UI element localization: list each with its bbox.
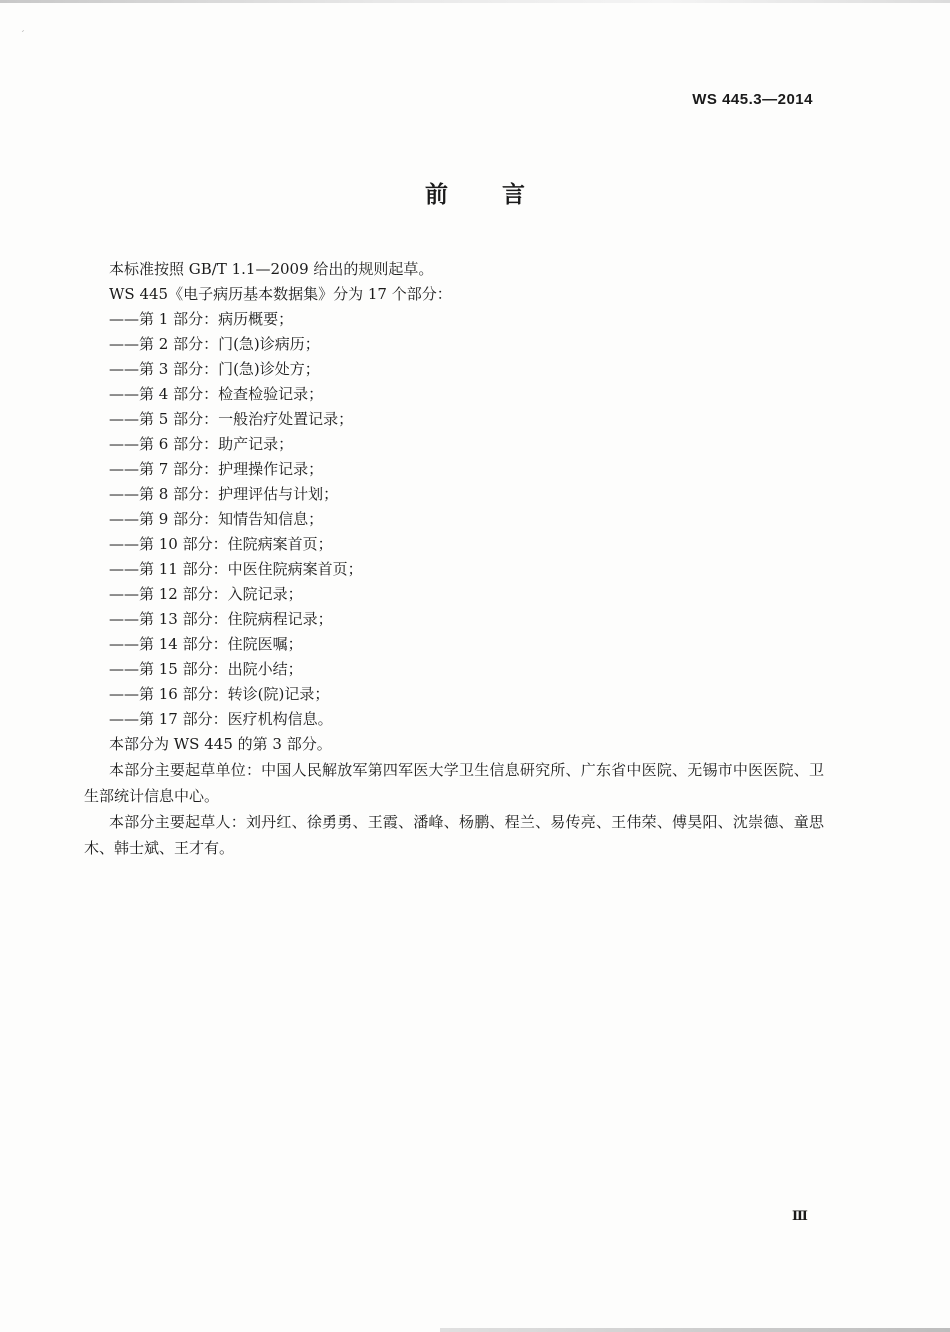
- drafters-paragraph: 本部分主要起草人：刘丹红、徐勇勇、王霞、潘峰、杨鹏、程兰、易传亮、王伟荣、傅昊阳、沈崇德、童思木、韩士斌、王才有。: [84, 813, 824, 857]
- part-list-item: ——第 2 部分：门(急)诊病历；: [109, 335, 320, 353]
- part-list-item: ——第 1 部分：病历概要；: [109, 310, 294, 328]
- part-list-item: ——第 11 部分：中医住院病案首页；: [109, 560, 363, 578]
- part-list-item: ——第 7 部分：护理操作记录；: [109, 460, 324, 478]
- part-list-item: ——第 17 部分：医疗机构信息。: [109, 710, 333, 728]
- part-list-item: ——第 4 部分：检查检验记录；: [109, 385, 324, 403]
- part-list-item: ——第 6 部分：助产记录；: [109, 435, 294, 453]
- intro-paragraph: 本标准按照 GB/T 1.1—2009 给出的规则起草。: [109, 260, 434, 278]
- page-title: 前言: [425, 182, 579, 208]
- scan-edge-bottom: [440, 1328, 950, 1332]
- part-list-item: ——第 3 部分：门(急)诊处方；: [109, 360, 320, 378]
- scan-edge-top: [0, 0, 950, 3]
- part-list-item: ——第 16 部分：转诊(院)记录；: [109, 685, 330, 703]
- part-list-item: ——第 8 部分：护理评估与计划；: [109, 485, 339, 503]
- page-number: Ⅲ: [792, 1209, 808, 1224]
- part-list-item: ——第 5 部分：一般治疗处置记录；: [109, 410, 354, 428]
- standard-code: WS 445.3—2014: [692, 91, 813, 108]
- drafting-units-paragraph: 本部分主要起草单位：中国人民解放军第四军医大学卫生信息研究所、广东省中医院、无锡市中医医院、卫生部统计信息中心。: [84, 761, 824, 805]
- part-list-item: ——第 14 部分：住院医嘱；: [109, 635, 303, 653]
- part-statement: 本部分为 WS 445 的第 3 部分。: [109, 735, 332, 753]
- part-list-item: ——第 12 部分：入院记录；: [109, 585, 303, 603]
- part-list-item: ——第 13 部分：住院病程记录；: [109, 610, 333, 628]
- part-list-item: ——第 10 部分：住院病案首页；: [109, 535, 333, 553]
- foreword-body: [84, 257, 824, 861]
- part-list-item: ——第 15 部分：出院小结；: [109, 660, 303, 678]
- parts-intro-paragraph: WS 445《电子病历基本数据集》分为 17 个部分：: [109, 285, 452, 303]
- part-list-item: ——第 9 部分：知情告知信息；: [109, 510, 324, 528]
- scan-mark: ˊ: [20, 30, 25, 41]
